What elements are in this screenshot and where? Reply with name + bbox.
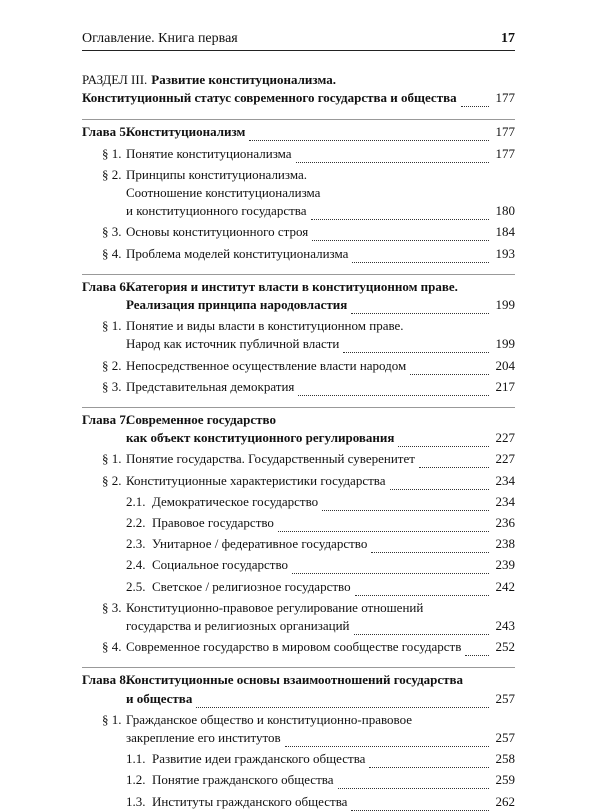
entry-title: Основы конституционного строя <box>126 224 309 240</box>
entry-title: Современное государство <box>126 412 276 427</box>
section-number: § 3. <box>102 599 122 615</box>
entry-page-number: 177 <box>495 124 515 140</box>
section-entry <box>82 224 515 242</box>
entry-page-number: 257 <box>495 730 515 745</box>
subsection-number: 1.2. <box>126 772 146 788</box>
section-entry <box>82 473 515 491</box>
section-entry <box>82 185 515 203</box>
dot-leader <box>461 90 489 107</box>
subsection-entry <box>82 794 515 812</box>
chapter-label: Глава 5. <box>82 124 130 140</box>
entry-page-number: 258 <box>495 751 515 767</box>
section-entry <box>82 358 515 376</box>
section-entry <box>82 203 515 221</box>
dot-leader <box>419 451 489 468</box>
section-entry <box>82 379 515 397</box>
entry-page-number: 177 <box>495 145 515 161</box>
section-entry <box>82 639 515 657</box>
section-number: § 4. <box>102 639 122 655</box>
section-number: § 1. <box>102 711 122 727</box>
section-entry <box>82 318 515 336</box>
entry-title: Светское / религиозное государство <box>152 578 351 594</box>
section-entry <box>82 600 515 618</box>
entry-title: Институты гражданского общества <box>152 793 348 809</box>
subsection-entry <box>82 772 515 790</box>
chapter-heading <box>82 412 515 430</box>
section-entry <box>82 146 515 164</box>
entry-title: Современное государство в мировом сообществе государств <box>126 639 462 655</box>
entry-title: Конституционный статус современного государства и общества <box>82 90 457 106</box>
section-entry <box>82 167 515 185</box>
section-number: § 1. <box>102 318 122 334</box>
section-entry <box>82 618 515 636</box>
dot-leader <box>196 691 489 708</box>
subsection-entry <box>82 536 515 554</box>
section-entry <box>82 712 515 730</box>
entry-page-number: 184 <box>495 224 515 240</box>
chapter-label: Глава 6. <box>82 278 130 294</box>
entry-title: Понятие гражданского общества <box>152 772 334 788</box>
entry-title: и общества <box>126 690 193 706</box>
entry-page-number: 204 <box>495 357 515 373</box>
part-title: Развитие конституционализма. <box>151 72 336 87</box>
subsection-entry <box>82 515 515 533</box>
entry-page-number: 234 <box>495 472 515 488</box>
running-title: Оглавление. Книга первая <box>82 31 238 46</box>
part-heading <box>82 72 515 90</box>
dot-leader <box>292 557 489 574</box>
page-header <box>82 27 515 47</box>
entry-title: Категория и институт власти в конституционном праве. <box>126 278 458 294</box>
entry-title: Понятие государства. Государственный суверенитет <box>126 451 415 467</box>
entry-title: Народ как источник публичной власти <box>126 336 340 352</box>
entry-title: Конституционные характеристики государства <box>126 472 386 488</box>
entry-title: Развитие идеи гражданского общества <box>152 751 366 767</box>
section-entry <box>82 730 515 748</box>
entry-title: Конституционализм <box>126 124 246 140</box>
entry-title: Проблема моделей конституционализма <box>126 245 349 261</box>
entry-title: Правовое государство <box>152 515 274 530</box>
dot-leader <box>322 494 489 511</box>
subsection-number: 2.4. <box>126 557 146 573</box>
entry-page-number: 193 <box>495 245 515 261</box>
entry-title: Понятие конституционализма <box>126 145 292 161</box>
section-number: § 2. <box>102 166 122 182</box>
dot-leader <box>355 579 489 596</box>
dot-leader <box>311 203 489 220</box>
entry-title: Представительная демократия <box>126 378 295 394</box>
entry-title: закрепление его институтов <box>126 730 281 745</box>
header-rule <box>82 50 515 51</box>
entry-title: Гражданское общество и конституционно-правовое <box>126 711 413 727</box>
chapter-heading <box>82 430 515 448</box>
entry-title: Социальное государство <box>152 557 289 573</box>
dot-leader <box>351 297 489 314</box>
entry-page-number: 227 <box>495 430 515 446</box>
dot-leader <box>354 618 489 635</box>
section-number: § 1. <box>102 451 122 467</box>
dot-leader <box>312 224 489 241</box>
section-number: § 4. <box>102 245 122 261</box>
subsection-number: 1.1. <box>126 751 146 767</box>
subsection-number: 2.2. <box>126 515 146 530</box>
entry-title: Принципы конституционализма. <box>126 166 307 182</box>
subsection-number: 2.5. <box>126 578 146 594</box>
dot-leader <box>371 536 489 553</box>
chapter-heading <box>82 279 515 297</box>
dot-leader <box>352 246 489 263</box>
chapter-label: Глава 7. <box>82 412 130 427</box>
dot-leader <box>465 639 489 656</box>
entry-page-number: 262 <box>495 793 515 809</box>
entry-title: Демократическое государство <box>152 493 319 509</box>
dot-leader <box>369 751 489 768</box>
section-divider <box>82 119 515 120</box>
section-divider <box>82 274 515 275</box>
section-entry <box>82 336 515 354</box>
entry-page-number: 234 <box>495 493 515 509</box>
entry-page-number: 199 <box>495 336 515 352</box>
entry-page-number: 242 <box>495 578 515 594</box>
subsection-number: 2.3. <box>126 536 146 552</box>
chapter-heading <box>82 297 515 315</box>
dot-leader <box>338 772 490 789</box>
chapter-heading <box>82 691 515 709</box>
entry-page-number: 243 <box>495 618 515 633</box>
entry-page-number: 199 <box>495 297 515 312</box>
section-number: § 3. <box>102 378 122 394</box>
section-entry <box>82 246 515 264</box>
entry-page-number: 227 <box>495 451 515 467</box>
part-label: РАЗДЕЛ III. <box>82 72 148 87</box>
entry-title: Соотношение конституционализма <box>126 185 321 200</box>
entry-page-number: 236 <box>495 515 515 530</box>
section-divider <box>82 667 515 668</box>
subsection-entry <box>82 579 515 597</box>
entry-title: Конституционно-правовое регулирование отношений <box>126 599 424 615</box>
entry-page-number: 259 <box>495 772 515 788</box>
dot-leader <box>278 515 489 532</box>
subsection-entry <box>82 751 515 769</box>
section-number: § 3. <box>102 224 122 240</box>
entry-title: Унитарное / федеративное государство <box>152 536 368 552</box>
dot-leader <box>298 379 489 396</box>
chapter-label: Глава 8. <box>82 672 130 688</box>
section-number: § 2. <box>102 357 122 373</box>
entry-page-number: 217 <box>495 378 515 394</box>
entry-title: и конституционного государства <box>126 203 307 219</box>
section-entry <box>82 451 515 469</box>
dot-leader <box>296 146 489 163</box>
section-divider <box>82 407 515 408</box>
entry-page-number: 239 <box>495 557 515 573</box>
entry-page-number: 252 <box>495 639 515 655</box>
subsection-number: 1.3. <box>126 793 146 809</box>
dot-leader <box>249 124 489 141</box>
entry-page-number: 177 <box>495 90 515 106</box>
dot-leader <box>351 794 489 811</box>
dot-leader <box>390 473 489 490</box>
entry-title: как объект конституционного регулирования <box>126 430 395 446</box>
entry-title: Понятие и виды власти в конституционном праве. <box>126 318 404 334</box>
dot-leader <box>343 336 489 353</box>
subsection-entry <box>82 494 515 512</box>
entry-title: государства и религиозных организаций <box>126 618 350 633</box>
subsection-entry <box>82 557 515 575</box>
dot-leader <box>285 730 489 747</box>
section-number: § 1. <box>102 145 122 161</box>
page-number: 17 <box>501 31 515 46</box>
entry-title: Реализация принципа народовластия <box>126 297 348 312</box>
chapter-heading <box>82 124 515 142</box>
entry-page-number: 238 <box>495 536 515 552</box>
entry-page-number: 180 <box>495 203 515 219</box>
dot-leader <box>410 358 489 375</box>
part-heading-line <box>82 90 515 108</box>
entry-title: Непосредственное осуществление власти народом <box>126 357 407 373</box>
entry-title: Конституционные основы взаимоотношений государства <box>126 672 464 688</box>
subsection-number: 2.1. <box>126 493 146 509</box>
entry-page-number: 257 <box>495 690 515 706</box>
dot-leader <box>398 430 489 447</box>
chapter-heading <box>82 672 515 690</box>
section-number: § 2. <box>102 472 122 488</box>
